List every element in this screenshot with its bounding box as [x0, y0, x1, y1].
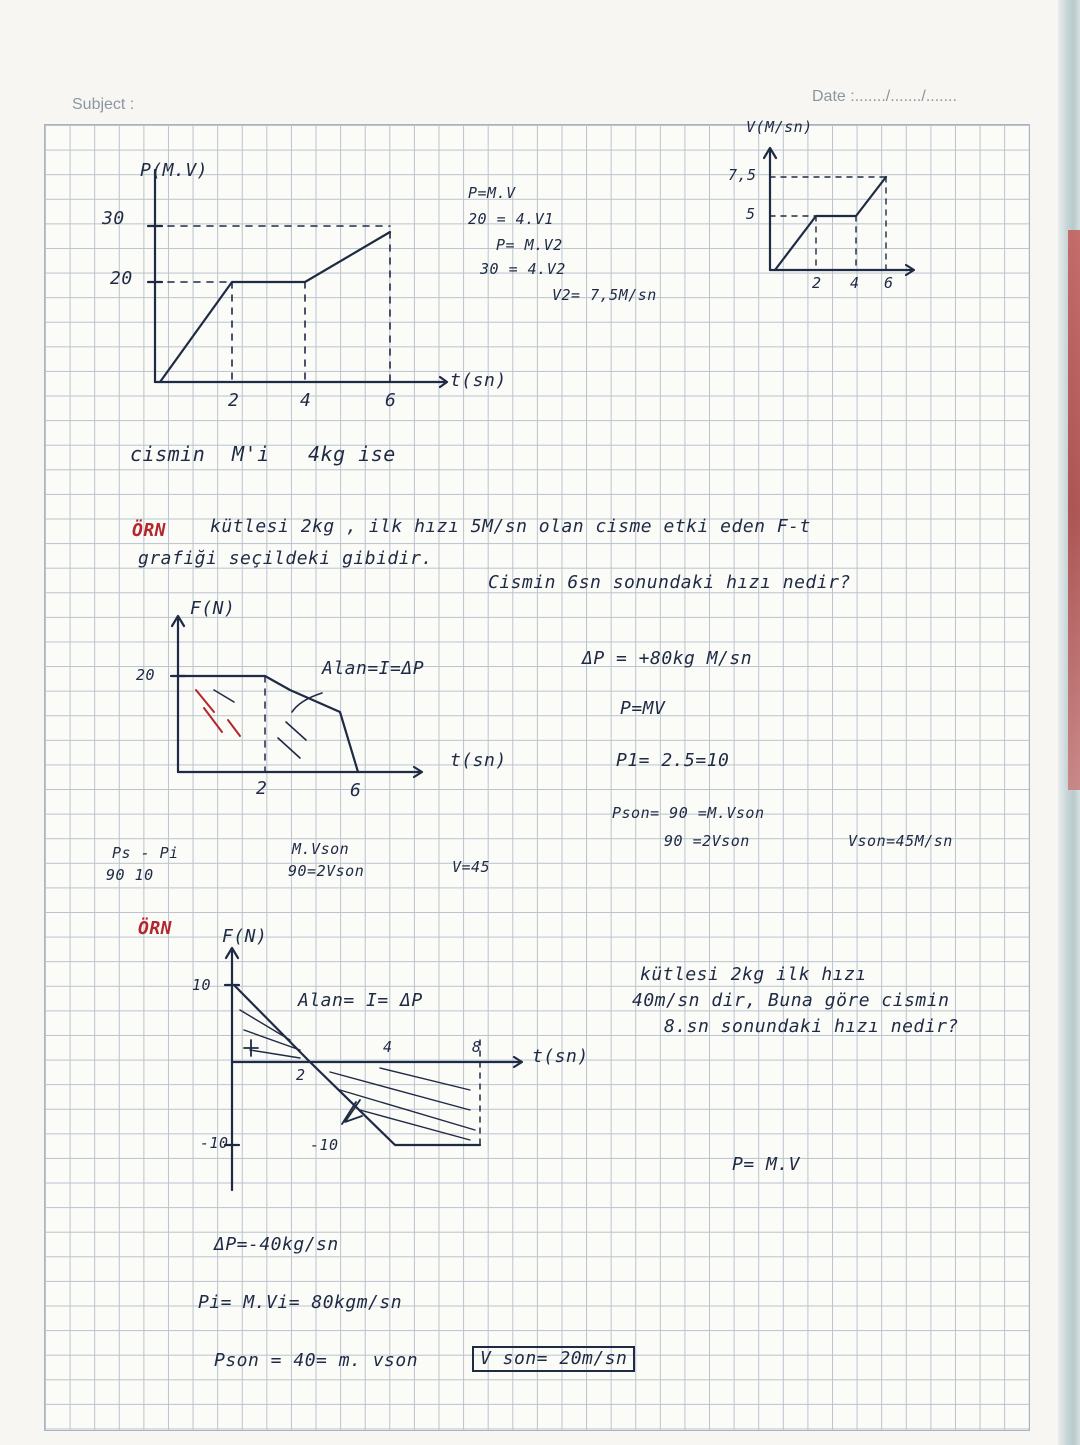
graph2-y-label: F(N)	[190, 598, 236, 619]
graphv-y-label: V(M/sn)	[746, 118, 813, 136]
graph2-area-label: Alan=I=ΔP	[322, 658, 425, 679]
mid-mv: M.Vson	[292, 840, 350, 858]
graph1-x-tick-6: 6	[385, 390, 397, 411]
graph3-axes	[225, 948, 522, 1190]
solve1-eq: 90 =2Vson	[664, 832, 750, 850]
solve2-pson: Pson = 40= m. vson	[214, 1350, 419, 1371]
graph2-x-tick-6: 6	[350, 780, 362, 801]
solve1-p-eq: P=MV	[620, 698, 666, 719]
graph1-guides	[155, 226, 390, 382]
example1-tag: ÖRN	[132, 520, 167, 541]
solve2-vson-answer: V son= 20m/sn	[472, 1346, 635, 1372]
mid-ps-pi: Ps - Pi	[112, 844, 179, 862]
example2-tag: ÖRN	[138, 918, 173, 939]
calc1-line5: V2= 7,5M/sn	[552, 286, 657, 304]
graph2-x-label: t(sn)	[450, 750, 507, 771]
example1-line3: Cismin 6sn sonundaki hızı nedir?	[488, 572, 851, 593]
graph3-area-label: Alan= I= ΔP	[298, 990, 423, 1011]
graph3-hatch	[240, 1010, 475, 1140]
graphv-y-tick-7-5: 7,5	[728, 166, 757, 184]
mass-word-cismin: cismin	[130, 442, 206, 466]
solve2-dp: ΔP=-40kg/sn	[214, 1234, 339, 1255]
example2-line1: kütlesi 2kg ilk hızı	[640, 964, 867, 985]
graph1-axes	[148, 170, 447, 387]
graph1-x-label: t(sn)	[450, 370, 507, 391]
graphv-x-tick-4: 4	[850, 274, 860, 292]
graphv-y-tick-5: 5	[746, 205, 756, 223]
graphv-x-tick-2: 2	[812, 274, 822, 292]
graph3-x-tick-4: 4	[383, 1038, 393, 1056]
calc1-line1: P=M.V	[468, 184, 516, 202]
graph1-y-label: P(M.V)	[140, 160, 209, 181]
solve1-pson: Pson= 90 =M.Vson	[612, 804, 765, 822]
graph2-axes	[171, 616, 425, 777]
calc1-line2: 20 = 4.V1	[468, 210, 554, 228]
example2-line3: 8.sn sonundaki hızı nedir?	[664, 1016, 959, 1037]
graph2-hatch	[196, 690, 240, 736]
mid-vals: 90 10	[106, 866, 154, 884]
graphv-curve	[775, 177, 886, 270]
mid-eq2: 90=2Vson	[288, 862, 365, 880]
calc1-line4: 30 = 4.V2	[480, 260, 566, 278]
graph3-y-tick-neg10: -10	[200, 1134, 229, 1152]
graph3-x-tick-8: 8	[472, 1038, 482, 1056]
graph1-y-tick-20: 20	[110, 268, 133, 289]
graph2-x-tick-2: 2	[256, 778, 268, 799]
mass-word-m: M'i	[232, 442, 270, 466]
example2-line2: 40m/sn dir, Buna göre cismin	[632, 990, 950, 1011]
example1-line2: grafiği seçildeki gibidir.	[138, 548, 433, 569]
graph2-y-tick-20: 20	[136, 666, 156, 684]
graph3-x-label: t(sn)	[532, 1046, 589, 1067]
mid-v: V=45	[452, 858, 491, 876]
graph3-y-tick-10: 10	[192, 976, 212, 994]
graph2-curve	[178, 676, 358, 772]
solve1-p1: P1= 2.5=10	[616, 750, 730, 771]
graph1-x-tick-4: 4	[300, 390, 312, 411]
graphv-x-tick-6: 6	[884, 274, 894, 292]
mass-word-value: 4kg ise	[308, 442, 396, 466]
calc1-line3: P= M.V2	[496, 236, 563, 254]
subject-label: Subject :	[72, 96, 135, 113]
graph1-x-tick-2: 2	[228, 390, 240, 411]
graph3-neg-label: -10	[310, 1136, 339, 1154]
solve2-pi: Pi= M.Vi= 80kgm/sn	[198, 1292, 403, 1313]
solve1-vson: Vson=45M/sn	[848, 832, 953, 850]
graph1-y-tick-30: 30	[102, 208, 125, 229]
example1-line1: kütlesi 2kg , ilk hızı 5M/sn olan cisme etki eden F-t	[210, 516, 811, 537]
example2-formula: P= M.V	[732, 1154, 801, 1175]
date-label: Date :......./......./.......	[812, 88, 957, 105]
graph3-x-tick-2: 2	[296, 1066, 306, 1084]
solve1-dp: ΔP = +80kg M/sn	[582, 648, 753, 669]
graph1-curve	[160, 232, 390, 382]
graph3-y-label: F(N)	[222, 926, 268, 947]
